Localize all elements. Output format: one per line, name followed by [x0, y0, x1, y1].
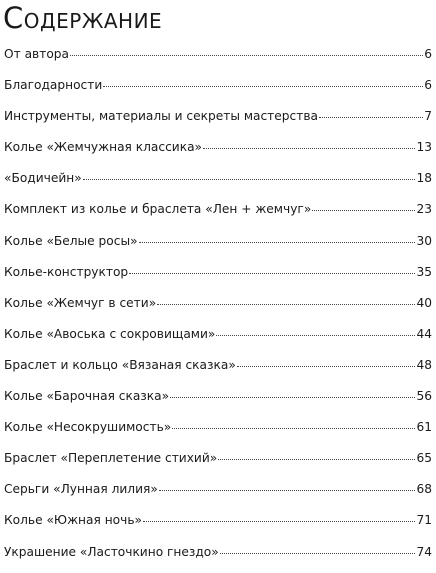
toc-entry-label: Браслет «Переплетение стихий» [4, 451, 218, 466]
toc-entry-label: Колье-конструктор [4, 264, 129, 279]
toc-entry-pearl-net[interactable] [4, 293, 434, 324]
toc-entry-label: От автора [4, 47, 69, 61]
toc-entry-bodychain[interactable] [4, 168, 434, 199]
toc-entry-label: Колье «Авоська с сокровищами» [4, 326, 216, 341]
toc-entry-page: 30 [416, 233, 432, 248]
toc-entry-page: 48 [416, 357, 432, 372]
toc-entry-baroque-tale[interactable] [4, 386, 434, 417]
toc-entry-label: Колье «Жемчужная классика» [4, 140, 202, 155]
toc-entry-page: 6 [424, 47, 432, 61]
toc-entry-page: 44 [416, 326, 432, 341]
toc-entry-pearl-classic[interactable] [4, 137, 434, 168]
toc-entry-page: 61 [416, 420, 432, 435]
dot-leader [157, 303, 415, 305]
toc-entry-label: Колье «Жемчуг в сети» [4, 295, 157, 310]
toc-entry-page: 74 [416, 544, 432, 559]
page-title: Содержание [3, 1, 163, 35]
toc-entry-label: Колье «Несокрушимость» [4, 420, 172, 435]
dot-leader [237, 365, 416, 367]
dot-leader [172, 427, 415, 429]
toc-entry-treasure-bag[interactable] [4, 324, 434, 355]
dot-leader [103, 85, 423, 87]
toc-entry-page: 23 [416, 202, 432, 217]
toc-entry-label: Инструменты, материалы и секреты мастерства [4, 109, 318, 124]
toc-entry-author[interactable] [4, 44, 434, 75]
toc-entry-label: Браслет и кольцо «Вязаная сказка» [4, 357, 236, 372]
toc-entry-label: Украшение «Ласточкино гнездо» [4, 544, 219, 559]
toc-entry-elements-weave[interactable] [4, 448, 434, 479]
toc-entry-label: Колье «Барочная сказка» [4, 389, 170, 404]
toc-entry-white-dews[interactable] [4, 231, 434, 262]
toc-entry-label: Серьги «Лунная лилия» [4, 482, 158, 497]
toc-entry-southern-night[interactable] [4, 510, 434, 541]
toc-entry-acknowledgements[interactable] [4, 75, 434, 106]
toc-entry-invincibility[interactable] [4, 417, 434, 448]
dot-leader [139, 241, 416, 243]
toc-entry-page: 71 [416, 513, 432, 528]
dot-leader [220, 552, 416, 554]
toc-entry-page: 65 [416, 451, 432, 466]
toc-entry-page: 13 [416, 140, 432, 155]
dot-leader [203, 147, 415, 149]
dot-leader [216, 334, 415, 336]
toc-entry-page: 68 [416, 482, 432, 497]
toc-entry-swallow-nest[interactable] [4, 542, 434, 573]
dot-leader [129, 272, 415, 274]
dot-leader [83, 178, 416, 180]
table-of-contents [4, 44, 434, 573]
dot-leader [159, 489, 416, 491]
toc-entry-moon-lily[interactable] [4, 479, 434, 510]
toc-entry-knitted-tale[interactable] [4, 355, 434, 386]
toc-entry-page: 18 [416, 171, 432, 186]
toc-entry-constructor[interactable] [4, 262, 434, 293]
dot-leader [312, 209, 415, 211]
toc-entry-tools[interactable] [4, 106, 434, 137]
toc-entry-label: «Бодичейн» [4, 171, 82, 186]
toc-entry-label: Колье «Белые росы» [4, 233, 138, 248]
toc-entry-page: 35 [416, 264, 432, 279]
dot-leader [218, 458, 415, 460]
toc-entry-linen-pearl-set[interactable] [4, 199, 434, 230]
toc-entry-page: 7 [424, 109, 432, 124]
toc-entry-label: Колье «Южная ночь» [4, 513, 142, 528]
dot-leader [143, 520, 416, 522]
toc-entry-label: Благодарности [4, 78, 103, 93]
toc-entry-page: 6 [424, 78, 432, 93]
toc-entry-label: Комплект из колье и браслета «Лен + жемчуг» [4, 202, 312, 217]
dot-leader [170, 396, 415, 398]
toc-entry-page: 56 [416, 389, 432, 404]
dot-leader [319, 116, 423, 118]
dot-leader [70, 54, 423, 56]
toc-entry-page: 40 [416, 295, 432, 310]
